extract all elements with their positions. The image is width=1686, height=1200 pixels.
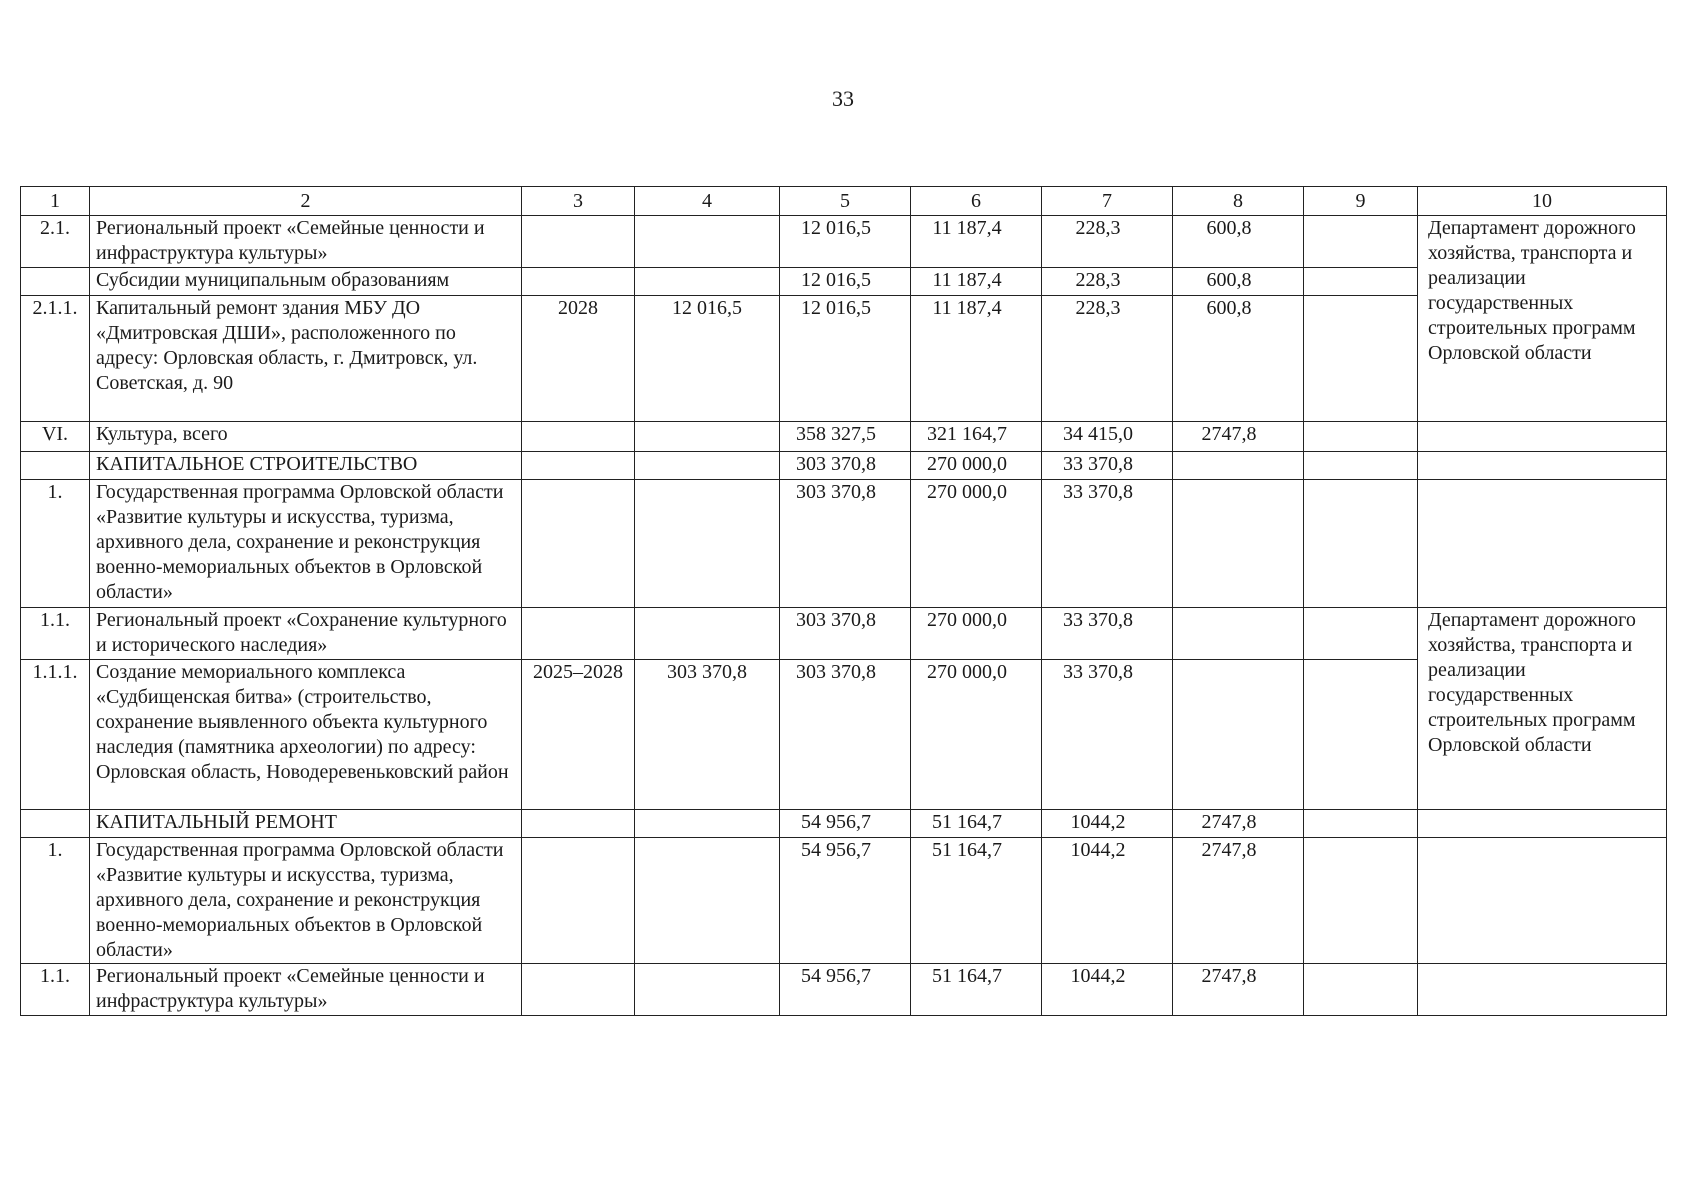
cell-col3 (522, 810, 635, 838)
cell-col6: 270 000,0 (911, 452, 1042, 480)
cell-col10 (1418, 838, 1667, 964)
header-cell: 10 (1418, 187, 1667, 216)
cell-col6: 51 164,7 (911, 964, 1042, 1016)
cell-col9 (1304, 608, 1418, 660)
cell-col9 (1304, 452, 1418, 480)
cell-col9 (1304, 810, 1418, 838)
cell-col7: 228,3 (1042, 216, 1173, 268)
cell-col10 (1418, 452, 1667, 480)
row-name: Капитальный ремонт здания МБУ ДО «Дмитровская ДШИ», расположенного по адресу: Орловская область, г. Дмитровск, ул. Советская, д. 90 (90, 296, 522, 422)
row-name: Региональный проект «Семейные ценности и инфраструктура культуры» (90, 216, 522, 268)
table-row (21, 216, 1667, 268)
cell-col4: 303 370,8 (635, 660, 780, 810)
responsible-department: Департамент дорожного хозяйства, транспорта и реализации государственных строительных программ Орловской области (1418, 608, 1667, 810)
cell-col5: 12 016,5 (780, 296, 911, 422)
cell-col3 (522, 838, 635, 964)
header-cell: 6 (911, 187, 1042, 216)
page-number: 33 (832, 86, 854, 111)
row-number (21, 810, 90, 838)
row-number: 1. (21, 838, 90, 964)
cell-col4 (635, 216, 780, 268)
cell-col9 (1304, 216, 1418, 268)
row-number: 1.1.1. (21, 660, 90, 810)
cell-col7: 34 415,0 (1042, 422, 1173, 452)
cell-col7: 1044,2 (1042, 838, 1173, 964)
header-cell: 1 (21, 187, 90, 216)
cell-col5: 12 016,5 (780, 216, 911, 268)
budget-table (20, 186, 1667, 1016)
row-name: Государственная программа Орловской области «Развитие культуры и искусства, туризма, архивного дела, сохранение и реконструкция военно-мемориальных объектов в Орловской области» (90, 838, 522, 964)
cell-col4 (635, 268, 780, 296)
responsible-department: Департамент дорожного хозяйства, транспорта и реализации государственных строительных программ Орловской области (1418, 216, 1667, 422)
cell-col7: 33 370,8 (1042, 660, 1173, 810)
cell-col8: 2747,8 (1173, 810, 1304, 838)
cell-col8: 600,8 (1173, 296, 1304, 422)
cell-col7: 228,3 (1042, 296, 1173, 422)
cell-col8 (1173, 608, 1304, 660)
cell-col8: 600,8 (1173, 268, 1304, 296)
cell-col3 (522, 268, 635, 296)
section-heading: КАПИТАЛЬНОЕ СТРОИТЕЛЬСТВО (90, 452, 522, 480)
cell-col9 (1304, 296, 1418, 422)
table-row (21, 838, 1667, 964)
cell-col4 (635, 422, 780, 452)
cell-col10 (1418, 422, 1667, 452)
table-row (21, 810, 1667, 838)
row-number: 1.1. (21, 964, 90, 1016)
row-number: 1. (21, 480, 90, 608)
cell-col5: 303 370,8 (780, 660, 911, 810)
cell-col9 (1304, 480, 1418, 608)
cell-col7: 33 370,8 (1042, 480, 1173, 608)
cell-col4 (635, 480, 780, 608)
row-name: Региональный проект «Сохранение культурного и исторического наследия» (90, 608, 522, 660)
cell-col8: 600,8 (1173, 216, 1304, 268)
cell-col3 (522, 422, 635, 452)
header-cell: 8 (1173, 187, 1304, 216)
cell-col8 (1173, 452, 1304, 480)
row-number: 2.1. (21, 216, 90, 268)
cell-col3 (522, 452, 635, 480)
cell-col4 (635, 608, 780, 660)
cell-col8: 2747,8 (1173, 964, 1304, 1016)
cell-col3: 2028 (522, 296, 635, 422)
cell-col4 (635, 838, 780, 964)
header-cell: 3 (522, 187, 635, 216)
header-cell: 7 (1042, 187, 1173, 216)
row-name: Региональный проект «Семейные ценности и инфраструктура культуры» (90, 964, 522, 1016)
cell-col7: 33 370,8 (1042, 452, 1173, 480)
cell-col7: 1044,2 (1042, 810, 1173, 838)
cell-col6: 321 164,7 (911, 422, 1042, 452)
cell-col6: 270 000,0 (911, 480, 1042, 608)
cell-col6: 270 000,0 (911, 660, 1042, 810)
cell-col3: 2025–2028 (522, 660, 635, 810)
cell-col4 (635, 452, 780, 480)
cell-col9 (1304, 268, 1418, 296)
cell-col6: 51 164,7 (911, 810, 1042, 838)
cell-col3 (522, 964, 635, 1016)
cell-col3 (522, 608, 635, 660)
cell-col5: 54 956,7 (780, 964, 911, 1016)
cell-col5: 12 016,5 (780, 268, 911, 296)
table-row (21, 964, 1667, 1016)
row-name: Государственная программа Орловской области «Развитие культуры и искусства, туризма, архивного дела, сохранение и реконструкция военно-мемориальных объектов в Орловской области» (90, 480, 522, 608)
cell-col8: 2747,8 (1173, 422, 1304, 452)
table-row (21, 452, 1667, 480)
table-row (21, 422, 1667, 452)
header-cell: 5 (780, 187, 911, 216)
row-name: Субсидии муниципальным образованиям (90, 268, 522, 296)
cell-col8 (1173, 660, 1304, 810)
cell-col7: 228,3 (1042, 268, 1173, 296)
cell-col5: 54 956,7 (780, 838, 911, 964)
cell-col9 (1304, 660, 1418, 810)
cell-col5: 54 956,7 (780, 810, 911, 838)
cell-col6: 51 164,7 (911, 838, 1042, 964)
cell-col10 (1418, 480, 1667, 608)
cell-col9 (1304, 964, 1418, 1016)
row-number (21, 268, 90, 296)
cell-col6: 11 187,4 (911, 216, 1042, 268)
table-row (21, 608, 1667, 660)
cell-col10 (1418, 964, 1667, 1016)
header-cell: 9 (1304, 187, 1418, 216)
table-row (21, 480, 1667, 608)
cell-col10 (1418, 810, 1667, 838)
row-number: 2.1.1. (21, 296, 90, 422)
row-name: Создание мемориального комплекса «Судбищенская битва» (строительство, сохранение выявленного объекта культурного наследия (памятника археологии) по адресу: Орловская область, Новодеревеньковский район (90, 660, 522, 810)
header-cell: 2 (90, 187, 522, 216)
cell-col7: 1044,2 (1042, 964, 1173, 1016)
cell-col7: 33 370,8 (1042, 608, 1173, 660)
row-number: 1.1. (21, 608, 90, 660)
table-header-row (21, 187, 1667, 216)
cell-col5: 303 370,8 (780, 480, 911, 608)
cell-col5: 358 327,5 (780, 422, 911, 452)
cell-col6: 11 187,4 (911, 268, 1042, 296)
cell-col5: 303 370,8 (780, 452, 911, 480)
cell-col4 (635, 964, 780, 1016)
cell-col5: 303 370,8 (780, 608, 911, 660)
cell-col6: 270 000,0 (911, 608, 1042, 660)
cell-col3 (522, 216, 635, 268)
cell-col3 (522, 480, 635, 608)
cell-col9 (1304, 838, 1418, 964)
cell-col8: 2747,8 (1173, 838, 1304, 964)
section-heading: КАПИТАЛЬНЫЙ РЕМОНТ (90, 810, 522, 838)
row-name: Культура, всего (90, 422, 522, 452)
cell-col6: 11 187,4 (911, 296, 1042, 422)
cell-col8 (1173, 480, 1304, 608)
cell-col9 (1304, 422, 1418, 452)
cell-col4: 12 016,5 (635, 296, 780, 422)
row-number: VI. (21, 422, 90, 452)
row-number (21, 452, 90, 480)
header-cell: 4 (635, 187, 780, 216)
cell-col4 (635, 810, 780, 838)
